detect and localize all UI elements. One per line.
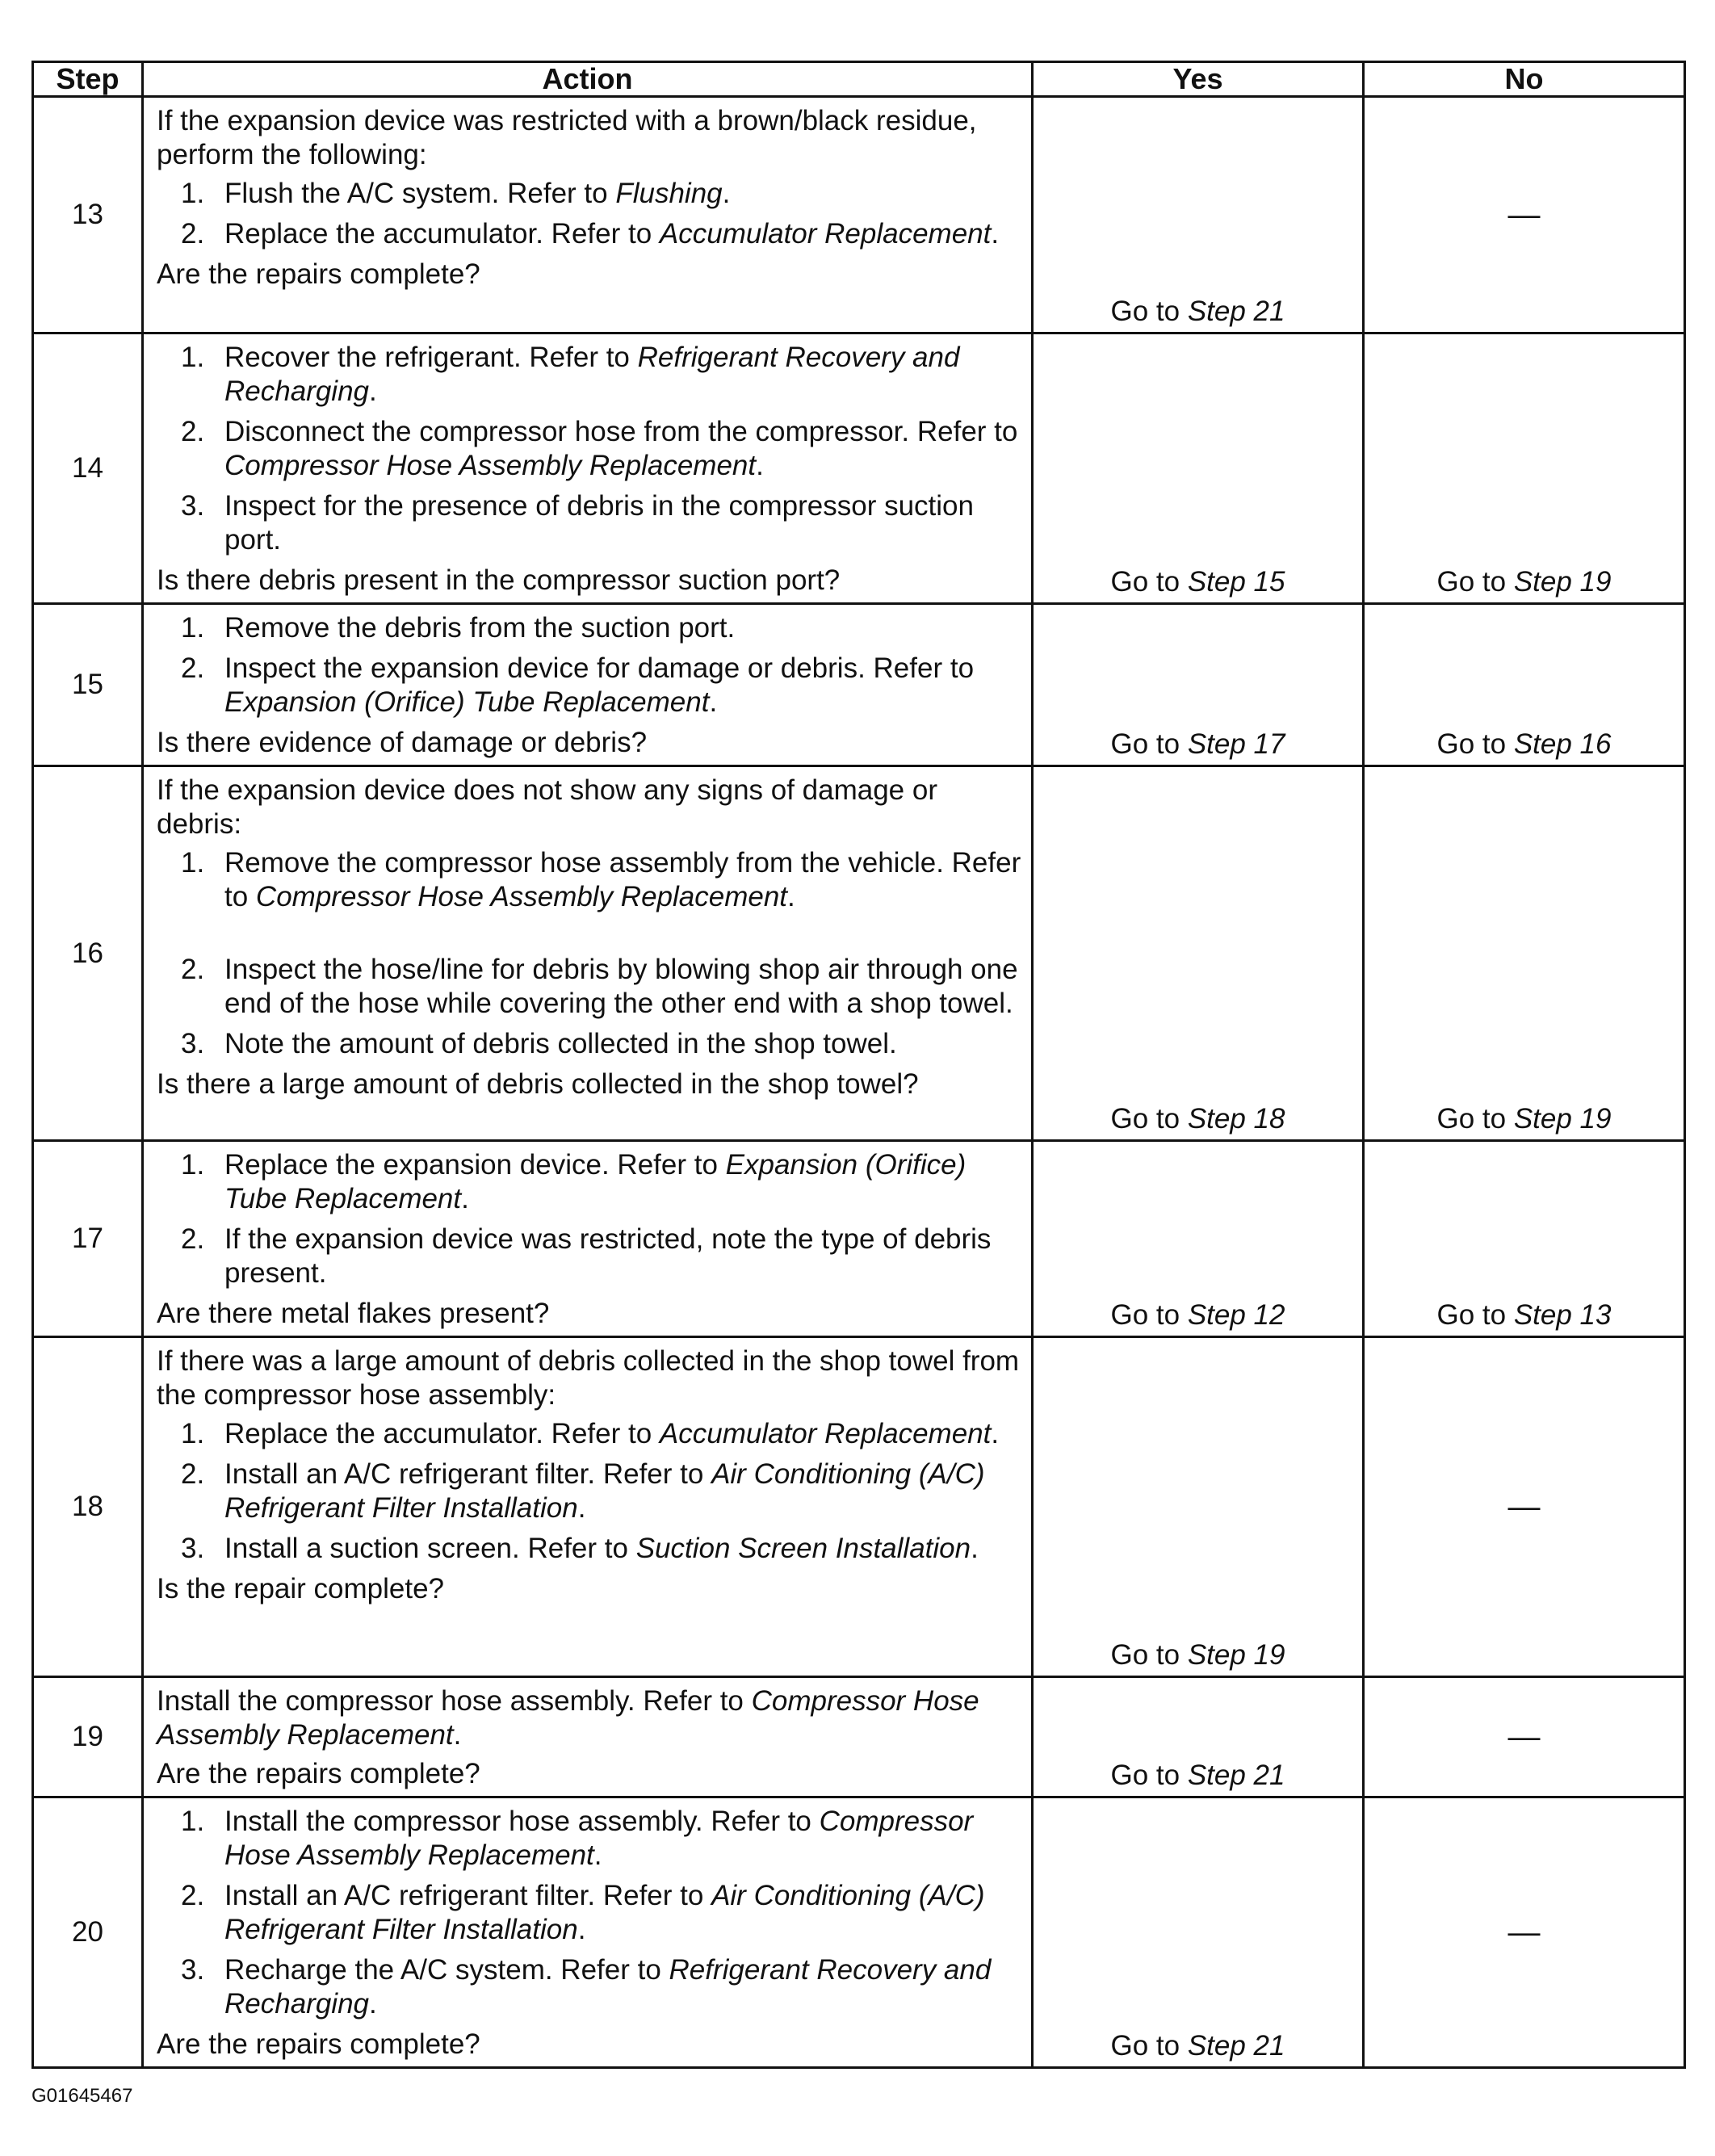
action-cell	[143, 1797, 1033, 2068]
step-item-tail: .	[787, 881, 795, 912]
goto-step-reference: Step 12	[1187, 1299, 1285, 1331]
action-question: Are the repairs complete?	[157, 2028, 480, 2060]
step-item-tail: .	[593, 1839, 602, 1871]
step-item-reference: Expansion (Orifice) Tube Replacement	[224, 1149, 967, 1214]
step-item-number: 1.	[181, 342, 205, 373]
step-item-tail: .	[991, 218, 1000, 250]
action-steps	[157, 1148, 1021, 1290]
goto-prefix: Go to	[1110, 566, 1188, 598]
step-item-text: Disconnect the compressor hose from the compressor. Refer to	[224, 416, 1018, 447]
goto-prefix: Go to	[1110, 2030, 1188, 2062]
action-cell	[143, 97, 1033, 333]
action-step	[157, 489, 1021, 557]
no-result-dash: —	[1364, 1677, 1685, 1797]
table-row	[33, 97, 1685, 333]
intro-reference: Compressor Hose Assembly Replacement	[157, 1685, 979, 1751]
table-row	[33, 1141, 1685, 1337]
step-item-number: 2.	[181, 1880, 205, 1911]
step-item-text: Inspect the expansion device for damage or debris. Refer to	[224, 652, 975, 684]
step-number: 17	[33, 1141, 143, 1337]
table-row	[33, 766, 1685, 1141]
step-number: 14	[33, 333, 143, 604]
yes-result	[1033, 1797, 1364, 2068]
step-item-tail: .	[991, 1418, 1000, 1449]
action-cell	[143, 766, 1033, 1141]
action-question: Are the repairs complete?	[157, 1758, 480, 1789]
step-item-text: Flush the A/C system. Refer to	[224, 178, 616, 209]
goto-step-reference: Step 19	[1513, 1103, 1612, 1135]
action-step	[157, 1532, 1021, 1566]
table-row	[33, 1677, 1685, 1797]
yes-result	[1033, 97, 1364, 333]
goto-step-reference: Step 19	[1187, 1639, 1285, 1671]
action-intro	[157, 1684, 1021, 1752]
table-row	[33, 1337, 1685, 1677]
step-item-number: 3.	[181, 1954, 205, 1986]
step-item-tail: .	[971, 1533, 979, 1564]
action-step	[157, 217, 1021, 251]
goto-step-reference: Step 15	[1187, 566, 1285, 598]
goto-step-reference: Step 21	[1187, 296, 1285, 327]
step-item-tail: .	[756, 450, 764, 481]
action-step	[157, 1148, 1021, 1216]
action-question: Are the repairs complete?	[157, 258, 480, 290]
figure-id: G01645467	[31, 2085, 133, 2107]
intro-text: If the expansion device does not show any signs of damage or debris:	[157, 774, 937, 840]
action-step	[157, 1953, 1021, 2021]
yes-result	[1033, 604, 1364, 766]
table-row	[33, 1797, 1685, 2068]
no-result	[1364, 333, 1685, 604]
step-item-reference: Suction Screen Installation	[635, 1533, 971, 1564]
step-item-tail: .	[709, 686, 718, 718]
action-step	[157, 1417, 1021, 1451]
step-item-reference: Flushing	[615, 178, 723, 209]
no-result-dash: —	[1364, 1797, 1685, 2068]
step-item-text: Install a suction screen. Refer to	[224, 1533, 636, 1564]
action-step	[157, 1879, 1021, 1947]
no-result-dash: —	[1364, 97, 1685, 333]
table-row	[33, 604, 1685, 766]
step-number: 15	[33, 604, 143, 766]
step-item-reference: Air Conditioning (A/C) Refrigerant Filter Installation	[224, 1458, 985, 1524]
step-number: 13	[33, 97, 143, 333]
header-no: No	[1364, 62, 1685, 97]
step-item-reference: Compressor Hose Assembly Replacement	[224, 450, 757, 481]
step-item-reference: Refrigerant Recovery and Recharging	[224, 1954, 992, 2020]
step-item-reference: Compressor Hose Assembly Replacement	[255, 881, 788, 912]
step-item-number: 3.	[181, 1533, 205, 1564]
action-step	[157, 1223, 1021, 1290]
step-item-text: Install the compressor hose assembly. Refer to	[224, 1806, 820, 1837]
goto-step-reference: Step 21	[1187, 2030, 1285, 2062]
goto-step-reference: Step 19	[1513, 566, 1612, 598]
goto-prefix: Go to	[1110, 296, 1188, 327]
step-item-number: 3.	[181, 1028, 205, 1059]
step-number: 19	[33, 1677, 143, 1797]
step-item-reference: Expansion (Orifice) Tube Replacement	[224, 686, 710, 718]
intro-text: If there was a large amount of debris collected in the shop towel from the compressor hose assembly:	[157, 1345, 1020, 1411]
intro-tail: .	[453, 1719, 462, 1751]
step-item-reference: Accumulator Replacement	[659, 1418, 992, 1449]
yes-result	[1033, 1337, 1364, 1677]
action-cell	[143, 1337, 1033, 1677]
action-intro	[157, 104, 1021, 172]
step-item-reference: Accumulator Replacement	[659, 218, 992, 250]
intro-text: Install the compressor hose assembly. Refer to	[157, 1685, 752, 1717]
action-steps	[157, 1417, 1021, 1566]
action-question: Is there evidence of damage or debris?	[157, 727, 648, 758]
no-result	[1364, 1141, 1685, 1337]
step-item-number: 1.	[181, 1149, 205, 1181]
header-step: Step	[33, 62, 143, 97]
goto-prefix: Go to	[1110, 1639, 1188, 1671]
goto-prefix: Go to	[1110, 1103, 1188, 1135]
goto-step-reference: Step 17	[1187, 728, 1285, 760]
action-question: Is the repair complete?	[157, 1573, 445, 1604]
table-row	[33, 333, 1685, 604]
goto-step-reference: Step 18	[1187, 1103, 1285, 1135]
step-item-text: Replace the accumulator. Refer to	[224, 218, 660, 250]
goto-prefix: Go to	[1436, 728, 1514, 760]
step-item-number: 1.	[181, 1806, 205, 1837]
step-item-text: Inspect for the presence of debris in the compressor suction port.	[224, 490, 974, 556]
step-item-text: If the expansion device was restricted, note the type of debris present.	[224, 1223, 992, 1289]
action-question: Is there debris present in the compressor suction port?	[157, 564, 841, 596]
intro-text: If the expansion device was restricted with a brown/black residue, perform the following:	[157, 105, 977, 170]
step-item-tail: .	[369, 1988, 377, 2020]
step-item-number: 1.	[181, 178, 205, 209]
step-item-number: 1.	[181, 612, 205, 644]
action-step	[157, 1027, 1021, 1061]
yes-result	[1033, 766, 1364, 1141]
step-item-number: 2.	[181, 954, 205, 985]
action-cell	[143, 333, 1033, 604]
step-number: 18	[33, 1337, 143, 1677]
goto-step-reference: Step 21	[1187, 1760, 1285, 1791]
goto-step-reference: Step 16	[1513, 728, 1612, 760]
step-item-tail: .	[369, 375, 377, 407]
step-item-text: Replace the accumulator. Refer to	[224, 1418, 660, 1449]
step-item-tail: .	[722, 178, 731, 209]
action-steps	[157, 341, 1021, 557]
step-item-tail: .	[577, 1492, 586, 1524]
action-cell	[143, 1141, 1033, 1337]
step-item-number: 2.	[181, 218, 205, 250]
no-result	[1364, 766, 1685, 1141]
goto-step-reference: Step 13	[1513, 1299, 1612, 1331]
goto-prefix: Go to	[1110, 1760, 1188, 1791]
step-item-reference: Air Conditioning (A/C) Refrigerant Filter Installation	[224, 1880, 985, 1945]
yes-result	[1033, 333, 1364, 604]
step-item-text: Recover the refrigerant. Refer to	[224, 342, 638, 373]
action-step	[157, 341, 1021, 409]
step-item-text: Recharge the A/C system. Refer to	[224, 1954, 669, 1986]
header-action: Action	[143, 62, 1033, 97]
action-step	[157, 177, 1021, 211]
no-result	[1364, 604, 1685, 766]
goto-prefix: Go to	[1436, 1299, 1514, 1331]
no-result-dash: —	[1364, 1337, 1685, 1677]
action-step	[157, 953, 1021, 1021]
step-item-number: 2.	[181, 1223, 205, 1255]
action-cell	[143, 1677, 1033, 1797]
action-intro	[157, 774, 1021, 841]
step-number: 16	[33, 766, 143, 1141]
step-item-tail: .	[577, 1914, 586, 1945]
action-cell	[143, 604, 1033, 766]
step-item-number: 3.	[181, 490, 205, 522]
action-step	[157, 415, 1021, 483]
step-item-number: 1.	[181, 847, 205, 879]
step-item-number: 1.	[181, 1418, 205, 1449]
goto-prefix: Go to	[1110, 1299, 1188, 1331]
step-item-text: Remove the debris from the suction port.	[224, 612, 736, 644]
action-step	[157, 652, 1021, 719]
step-number: 20	[33, 1797, 143, 2068]
diagnostic-table	[31, 61, 1686, 2069]
step-item-text: Replace the expansion device. Refer to	[224, 1149, 726, 1181]
action-steps	[157, 611, 1021, 719]
header-row	[33, 62, 1685, 97]
action-steps	[157, 846, 1021, 1061]
step-item-tail: .	[461, 1183, 469, 1214]
action-step	[157, 846, 1021, 914]
step-item-text: Install an A/C refrigerant filter. Refer to	[224, 1458, 712, 1490]
yes-result	[1033, 1141, 1364, 1337]
action-question: Is there a large amount of debris collected in the shop towel?	[157, 1068, 919, 1100]
goto-prefix: Go to	[1436, 566, 1514, 598]
header-yes: Yes	[1033, 62, 1364, 97]
step-item-reference: Compressor Hose Assembly Replacement	[224, 1806, 974, 1871]
action-step	[157, 611, 1021, 645]
step-item-text: Install an A/C refrigerant filter. Refer to	[224, 1880, 712, 1911]
step-item-text: Remove the compressor hose assembly from the vehicle. Refer to	[224, 847, 1021, 912]
step-item-text: Inspect the hose/line for debris by blowing shop air through one end of the hose while covering the other end with a shop towel.	[224, 954, 1018, 1019]
action-steps	[157, 1805, 1021, 2021]
step-item-text: Note the amount of debris collected in the shop towel.	[224, 1028, 897, 1059]
action-step	[157, 1805, 1021, 1873]
step-item-number: 2.	[181, 416, 205, 447]
goto-prefix: Go to	[1436, 1103, 1514, 1135]
action-step	[157, 1458, 1021, 1525]
action-intro	[157, 1344, 1021, 1412]
step-item-number: 2.	[181, 652, 205, 684]
yes-result	[1033, 1677, 1364, 1797]
action-steps	[157, 177, 1021, 251]
step-item-number: 2.	[181, 1458, 205, 1490]
action-question: Are there metal flakes present?	[157, 1298, 550, 1329]
step-item-reference: Refrigerant Recovery and Recharging	[224, 342, 960, 407]
goto-prefix: Go to	[1110, 728, 1188, 760]
